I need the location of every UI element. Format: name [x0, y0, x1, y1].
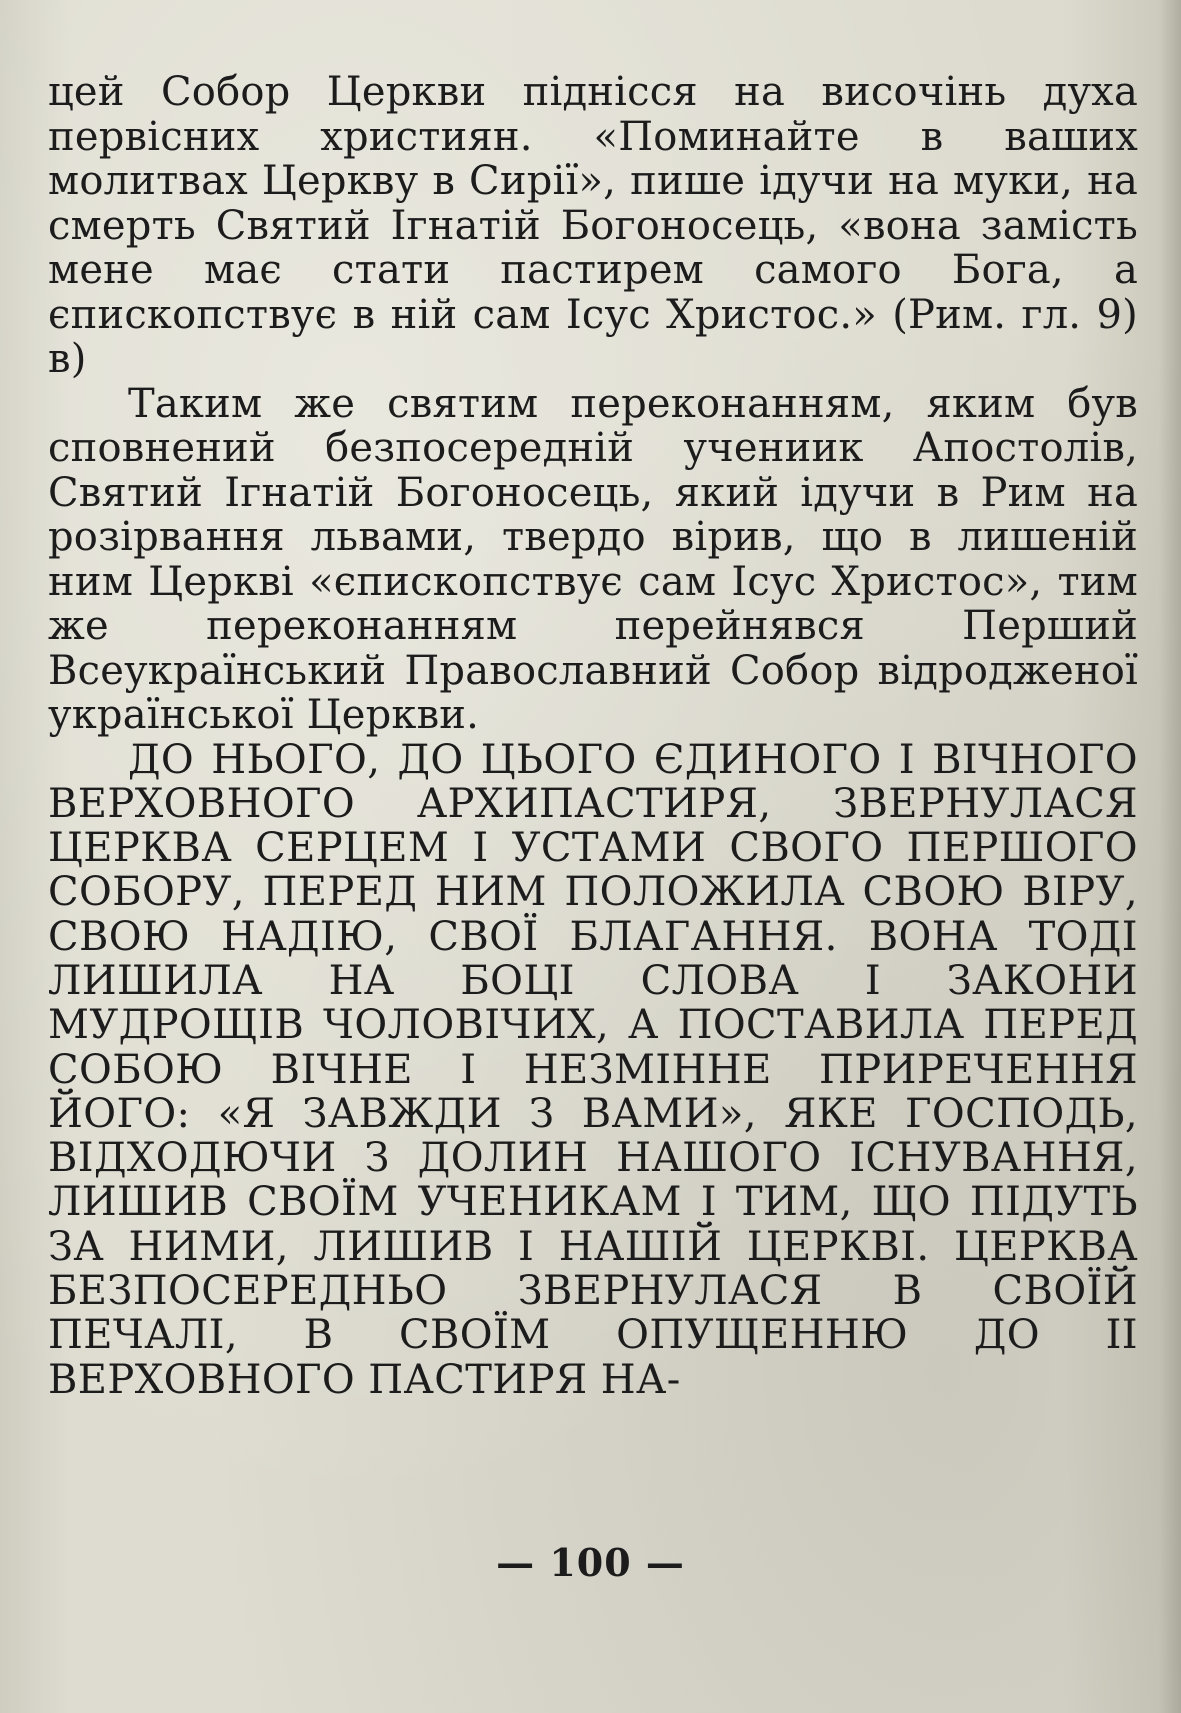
paragraph-3-caps: ДО НЬОГО, ДО ЦЬОГО ЄДИНОГО І ВІЧНОГО ВЕРХОВНОГО АРХИПАСТИРЯ, ЗВЕРНУЛАСЯ ЦЕРКВА СЕРЦЕМ І УСТАМИ СВОГО ПЕРШОГО СОБОРУ, ПЕРЕД НИМ ПОЛОЖИЛА СВОЮ ВІРУ, СВОЮ НАДІЮ, СВОЇ БЛАГАННЯ. ВОНА ТОДІ ЛИШИЛА НА БОЦІ СЛОВА І ЗАКОНИ МУДРОЩІВ ЧОЛОВІЧИХ, А ПОСТАВИЛА ПЕРЕД СОБОЮ ВІЧНЕ І НЕЗМІННЕ ПРИРЕЧЕННЯ ЙОГО: «Я ЗАВЖДИ З ВАМИ», ЯКЕ ГОСПОДЬ, ВІДХОДЮЧИ З ДОЛИН НАШОГО ІСНУВАННЯ, ЛИШИВ СВОЇМ УЧЕНИКАМ І ТИМ, ЩО ПІДУТЬ ЗА НИМИ, ЛИШИВ І НАШІЙ ЦЕРКВІ. ЦЕРКВА БЕЗПОСЕРЕДНЬО ЗВЕРНУЛАСЯ В СВОЇЙ ПЕЧАЛІ, В СВОЇМ ОПУЩЕННЮ ДО ІІ ВЕРХОВНОГО ПАСТИРЯ НА- [48, 736, 1138, 1403]
paragraph-1: цей Собор Церкви піднісся на височінь духа первісних християн. «Поминайте в ваших молитвах Церкву в Сирії», пише ідучи на муки, на смерть Святий Ігнатій Богоносець, «вона замість мене має стати пастирем самого Бога, а єпископствує в ній сам Ісус Христос.» (Рим. гл. 9) в) [48, 69, 1138, 382]
page-edge-shadow [1159, 0, 1181, 1713]
body-text [48, 70, 1138, 1402]
paragraph-2: Таким же святим переконанням, яким був сповнений безпосередній учениик Апостолів, Святий Ігнатій Богоносець, який ідучи в Рим на розірвання львами, твердо вірив, що в лишеній ним Церкві «єпископствує сам Ісус Христос», тим же переконанням перейнявся Перший Всеукраїнський Православний Собор відродженої української Церкви. [48, 380, 1138, 738]
page-number: — 100 — [496, 1540, 685, 1585]
